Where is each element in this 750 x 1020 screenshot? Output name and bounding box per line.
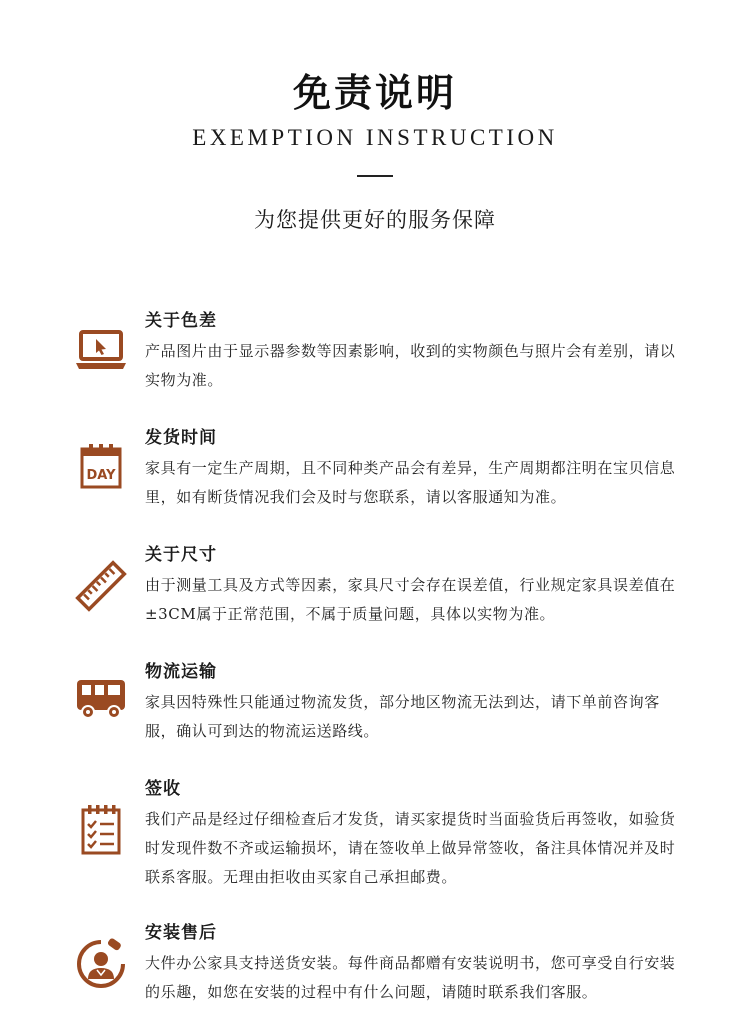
item-text: 家具有一定生产周期，且不同种类产品会有差异，生产周期都注明在宝贝信息里，如有断货情况我们会及时与您联系，请以客服通知为准。 [145,459,676,506]
page-subtitle: EXEMPTION INSTRUCTION [192,125,558,150]
item-text: 产品图片由于显示器参数等因素影响，收到的实物颜色与照片会有差别，请以实物为准。 [145,342,676,389]
title-divider [357,175,393,177]
item-text: 由于测量工具及方式等因素，家具尺寸会存在误差值，行业规定家具误差值在±3CM属于正常范围，不属于质量问题，具体以实物为准。 [145,576,676,623]
page-title: 免责说明 [292,70,457,115]
page-tagline: 为您提供更好的服务保障 [254,208,496,232]
item-text: 大件办公家具支持送货安装。每件商品都赠有安装说明书，您可享受自行安装的乐趣，如您在安装的过程中有什么问题，请随时联系我们客服。 [145,954,676,1001]
checklist-icon [74,803,128,857]
laptop-icon [74,325,128,379]
calendar-day-icon [74,442,128,496]
item-text: 我们产品是经过仔细检查后才发货，请买家提货时当面验货后再签收，如验货时发现件数不齐或运输损坏，请在签收单上做异常签收，备注具体情况并及时联系客服。无理由拒收由买家自己承担邮费。 [145,810,676,886]
bus-icon [74,672,128,726]
item-title: 关于色差 [145,311,217,331]
item-title: 安装售后 [145,923,217,943]
item-text: 家具因特殊性只能通过物流发货，部分地区物流无法到达，请下单前咨询客服，确认可到达的物流运送路线。 [145,693,660,740]
svg-text:DAY: DAY [86,468,116,483]
item-title: 发货时间 [145,428,217,448]
item-title: 签收 [145,779,181,799]
ruler-icon [74,559,128,613]
item-title: 关于尺寸 [145,545,217,565]
item-title: 物流运输 [145,662,217,682]
customer-service-icon [74,937,128,991]
